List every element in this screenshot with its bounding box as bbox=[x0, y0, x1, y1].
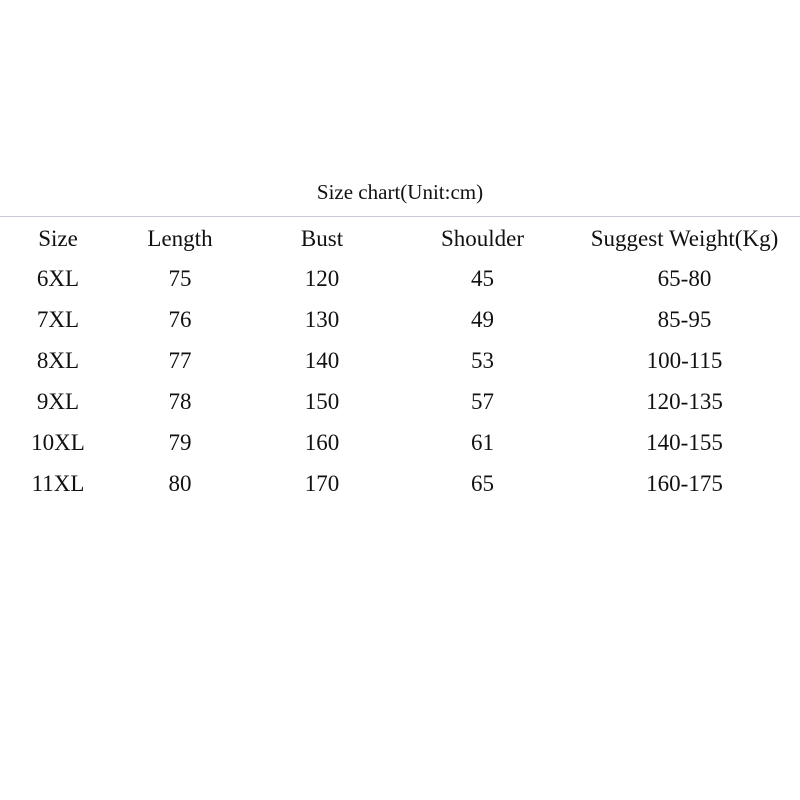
cell-size: 10XL bbox=[31, 430, 85, 455]
size-table bbox=[0, 222, 800, 508]
table-row bbox=[0, 467, 800, 508]
cell-size: 6XL bbox=[36, 266, 80, 291]
cell-size: 7XL bbox=[36, 307, 80, 332]
cell-suggest-weight: 100-115 bbox=[646, 348, 723, 373]
cell-bust: 160 bbox=[304, 430, 340, 455]
cell-size: 9XL bbox=[36, 389, 80, 414]
cell-shoulder: 61 bbox=[471, 430, 494, 455]
cell-length: 78 bbox=[168, 389, 192, 414]
title-divider bbox=[0, 216, 800, 217]
cell-bust: 130 bbox=[304, 307, 340, 332]
table-row bbox=[0, 426, 800, 467]
header-bust: Bust bbox=[300, 226, 344, 251]
table-row bbox=[0, 385, 800, 426]
cell-length: 75 bbox=[168, 266, 192, 291]
cell-suggest-weight: 140-155 bbox=[646, 430, 723, 455]
cell-shoulder: 53 bbox=[471, 348, 494, 373]
cell-bust: 150 bbox=[304, 389, 340, 414]
cell-size: 11XL bbox=[31, 471, 85, 496]
cell-suggest-weight: 120-135 bbox=[646, 389, 723, 414]
cell-length: 76 bbox=[168, 307, 192, 332]
header-size: Size bbox=[38, 226, 78, 251]
cell-bust: 140 bbox=[304, 348, 340, 373]
cell-bust: 120 bbox=[304, 266, 340, 291]
cell-length: 77 bbox=[168, 348, 192, 373]
size-chart-title: Size chart(Unit:cm) bbox=[316, 180, 484, 204]
table-row bbox=[0, 344, 800, 385]
table-row bbox=[0, 303, 800, 344]
cell-bust: 170 bbox=[304, 471, 340, 496]
cell-shoulder: 65 bbox=[471, 471, 494, 496]
header-suggest-weight: Suggest Weight(Kg) bbox=[590, 226, 779, 251]
table-header-row bbox=[0, 222, 800, 262]
cell-length: 80 bbox=[168, 471, 192, 496]
table-row bbox=[0, 262, 800, 303]
cell-shoulder: 57 bbox=[471, 389, 494, 414]
header-shoulder: Shoulder bbox=[440, 226, 525, 251]
cell-shoulder: 45 bbox=[471, 266, 494, 291]
cell-shoulder: 49 bbox=[471, 307, 494, 332]
cell-suggest-weight: 65-80 bbox=[657, 266, 712, 291]
cell-suggest-weight: 85-95 bbox=[657, 307, 712, 332]
header-length: Length bbox=[147, 226, 213, 251]
cell-size: 8XL bbox=[36, 348, 80, 373]
cell-length: 79 bbox=[168, 430, 192, 455]
cell-suggest-weight: 160-175 bbox=[646, 471, 723, 496]
